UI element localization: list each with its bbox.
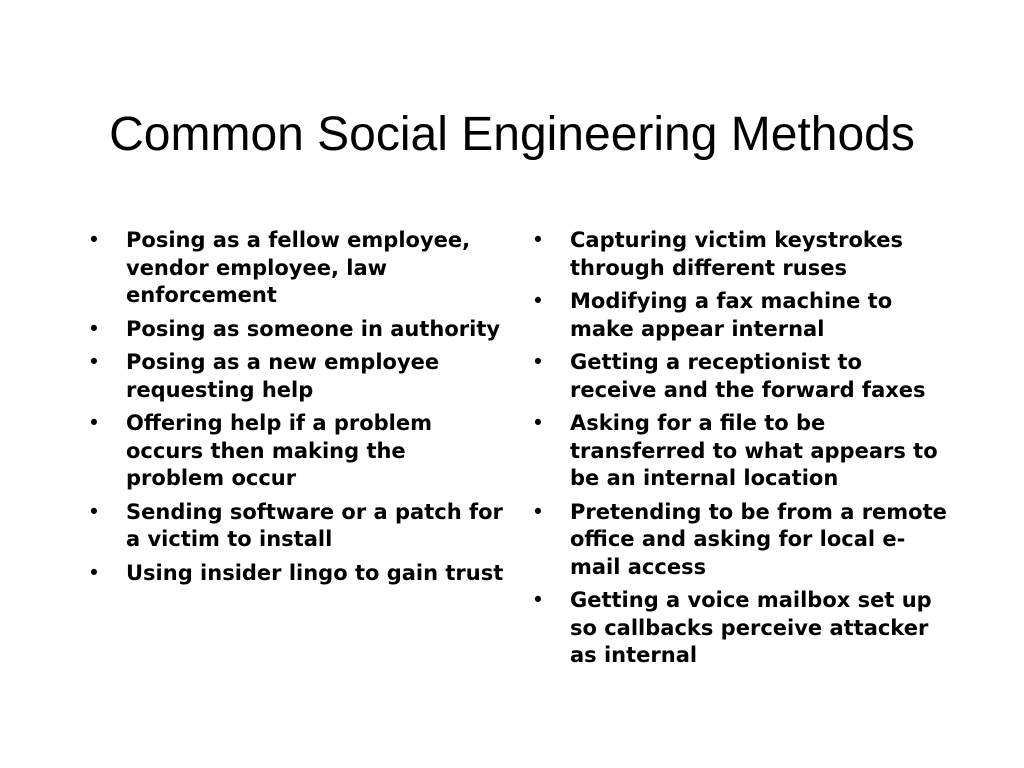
list-item <box>528 288 948 343</box>
list-item-text: Getting a voice mailbox set up so callbacks perceive attacker as internal <box>570 588 932 667</box>
list-item <box>528 410 948 493</box>
right-bullet-list <box>528 227 948 676</box>
list-item <box>84 349 504 404</box>
list-item-text: Capturing victim keystrokes through different ruses <box>570 228 904 280</box>
bullet-icon: • <box>531 289 545 313</box>
bullet-icon: • <box>87 499 101 524</box>
slide-title: Common Social Engineering Methods <box>109 108 915 161</box>
list-item-text: Asking for a file to be transferred to what appears to be an internal location <box>570 411 938 490</box>
bullet-icon: • <box>531 411 545 435</box>
list-item-text: Getting a receptionist to receive and the forward faxes <box>570 350 926 402</box>
left-bullet-list <box>84 227 504 593</box>
bullet-icon: • <box>531 588 545 612</box>
list-item <box>84 499 504 554</box>
bullet-icon: • <box>531 499 545 524</box>
list-item-text: Sending software or a patch for a victim to install <box>126 499 503 551</box>
list-item <box>84 560 504 588</box>
list-item <box>84 410 504 493</box>
list-item <box>84 316 504 344</box>
bullet-icon: • <box>87 350 101 374</box>
bullet-icon: • <box>87 411 101 435</box>
bullet-icon: • <box>87 316 101 341</box>
list-item <box>528 587 948 670</box>
list-item-text: Posing as someone in authority <box>126 316 501 341</box>
list-item <box>528 499 948 582</box>
list-item <box>84 227 504 310</box>
list-item <box>528 349 948 404</box>
bullet-icon: • <box>531 350 545 374</box>
list-item-text: Offering help if a problem occurs then making the problem occur <box>126 411 432 490</box>
list-item-text: Posing as a new employee requesting help <box>126 350 440 402</box>
list-item-text: Pretending to be from a remote office and asking for local e-mail access <box>570 499 947 579</box>
bullet-icon: • <box>87 560 101 585</box>
list-item-text: Posing as a fellow employee, vendor employee, law enforcement <box>126 228 471 307</box>
list-item-text: Modifying a fax machine to make appear internal <box>570 289 893 341</box>
bullet-icon: • <box>87 228 101 252</box>
bullet-icon: • <box>531 228 545 252</box>
list-item-text: Using insider lingo to gain trust <box>126 560 504 585</box>
list-item <box>528 227 948 282</box>
